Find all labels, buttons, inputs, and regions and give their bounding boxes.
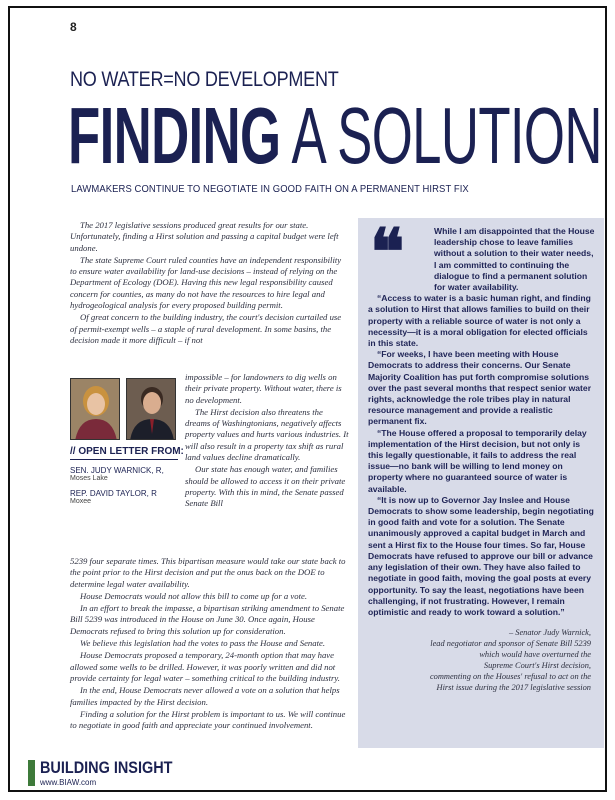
attribution-line: – Senator Judy Warnick,: [508, 628, 591, 638]
signer-place: Moses Lake: [70, 475, 108, 482]
portrait-taylor: [126, 378, 176, 440]
signer-name: SEN. JUDY WARNICK, R,: [70, 466, 164, 475]
attribution-line: Hirst issue during the 2017 legislative session: [436, 683, 591, 693]
article-paragraph: In the end, House Democrats never allowed a vote on a solution that helps families impacted by the Hirst decision.: [70, 685, 340, 707]
subhead: LAWMAKERS CONTINUE TO NEGOTIATE IN GOOD FAITH ON A PERMANENT HIRST FIX: [71, 183, 469, 195]
article-paragraph: The 2017 legislative sessions produced great results for our state. Unfortunately, finding a Hirst solution and passing a capital budget were left undone.: [70, 220, 339, 253]
quote-attribution: [368, 627, 595, 693]
article-paragraph: Of great concern to the building industry, the court's decision curtailed use of permit-exempt wells – a staple of rural development. In some basins, the decision made it more difficult – if not: [70, 312, 342, 345]
attribution-line: Supreme Court's Hirst decision,: [483, 661, 591, 671]
attribution-line: lead negotiator and sponsor of Senate Bill 5239: [430, 639, 591, 649]
article-continued: [70, 556, 350, 732]
quote-paragraph: “Access to water is a basic human right, and finding a solution to Hirst that allows families to build on their property with a reliable source of water is not only a necessity—it is a moral obligation for elected officials in this state.: [368, 293, 591, 349]
attribution-line: which would have overturned the: [479, 650, 591, 660]
magazine-page: [8, 6, 607, 792]
quote-mark-icon: ❝: [370, 215, 405, 290]
quote-sidebar: [358, 215, 604, 748]
quote-paragraph: While I am disappointed that the House leadership chose to leave families without a solution to their water needs, I am committed to continuing the dialogue to find a permanent solution for water availability.: [434, 226, 595, 293]
signer: [70, 489, 178, 505]
footer-brand: BUILDING INSIGHT: [40, 758, 173, 777]
article-intro: [70, 220, 350, 347]
quote-paragraph: “For weeks, I have been meeting with House Democrats to address their concerns. Our Senate Majority Coalition has put forth compromise solutions over the past several months that respect senior water rights, acknowledge the role tribes play in natural resource management and provide a realistic permanent fix.: [368, 349, 592, 427]
open-letter-title: // OPEN LETTER FROM:: [70, 446, 178, 460]
page-number: 8: [70, 20, 77, 34]
article-paragraph: The Hirst decision also threatens the dreams of Washingtonians, negatively affects property values and hurts various industries. It will also result in a property tax shift as rural land values decline dramatically.: [185, 406, 349, 463]
article-paragraph: We believe this legislation had the votes to pass the House and Senate.: [80, 638, 326, 649]
attribution-line: commenting on the Houses' refusal to act on the: [429, 672, 591, 682]
signer-place: Moxee: [70, 498, 92, 505]
article-paragraph: In an effort to break the impasse, a bipartisan striking amendment to Senate Bill 5239 was introduced in the House on June 30. Once again, House Democrats refused to bring this solution up for consideration.: [70, 603, 345, 636]
article-paragraph: House Democrats would not allow this bill to come up for a vote.: [80, 590, 308, 601]
footer-accent-bar: [28, 760, 35, 786]
article-paragraph: 5239 four separate times. This bipartisan measure would take our state back to the point prior to the Hirst decision and put the onus back on the DOE to determine legal water availability.: [70, 556, 346, 589]
article-paragraph: Our state has enough water, and families should be allowed to access it on their private property. With this in mind, the Senate passed Senate Bill: [185, 464, 346, 509]
article-paragraph: impossible – for landowners to dig wells on their private property. Without water, there is no development.: [185, 372, 342, 405]
article-wrap: [185, 372, 350, 511]
open-letter-block: [70, 446, 184, 512]
signer-name: REP. DAVID TAYLOR, R: [70, 489, 157, 498]
signer: [70, 466, 178, 482]
headline: [68, 91, 602, 180]
quote-paragraph: “The House offered a proposal to temporarily delay implementation of the Hirst decision, but not only is this legally questionable, it fails to address the real issue—no bank will be willing to lend money on property where no guaranteed source of water is available.: [368, 427, 587, 494]
footer-url[interactable]: www.BIAW.com: [40, 778, 97, 787]
portrait-warnick: [70, 378, 120, 440]
quote-paragraph: “It is now up to Governor Jay Inslee and House Democrats to show some leadership, begin negotiating in good faith and vote for a solution. The Senate unanimously approved a capital budget in March and sent a Hirst fix to the House four times. So far, House Democrats have refused to approve our bill or advance any legislation of their own. They have also failed to negotiate in good faith, moving the goal posts at every opportunity. To say the least, negotiations have been challenging, if not frustrating. However, I remain optimistic and ready to work toward a solution.”: [368, 494, 594, 617]
headline-light: A SOLUTION: [280, 91, 602, 180]
headline-bold: FINDING: [68, 91, 281, 180]
article-paragraph: The state Supreme Court ruled counties have an independent responsibility to ensure water availability for land-use decisions – instead of relying on the Department of Ecology (DOE). Having this new legal responsibility caused concern for counties, as many do not have the resources to hire legal and hydrogeological analysis for every proposed building permit.: [70, 254, 342, 311]
kicker: NO WATER=NO DEVELOPMENT: [70, 68, 339, 91]
author-photos: [70, 378, 178, 440]
article-paragraph: House Democrats proposed a temporary, 24-month option that may have allowed some wells to be drilled. However, it was poorly written and did not provide certainty for legal water – something critical to the building industry.: [70, 650, 340, 683]
article-paragraph: Finding a solution for the Hirst problem is important to us. We will continue to negotiate in good faith and appreciate your continued involvement.: [70, 708, 346, 731]
